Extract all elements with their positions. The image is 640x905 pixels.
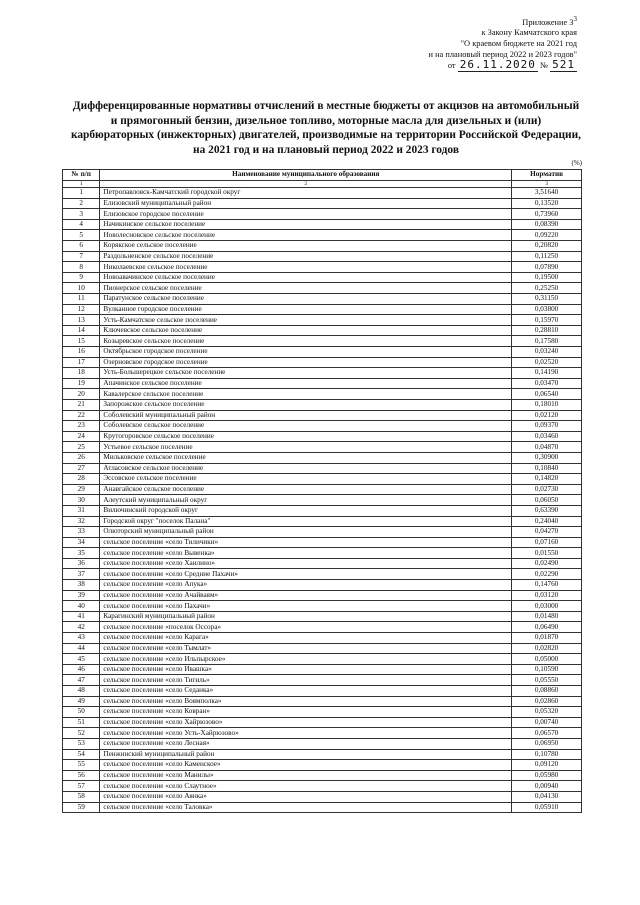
row-name: Городской округ "поселок Палана" (100, 516, 512, 527)
row-number: 16 (63, 347, 100, 358)
row-value: 0,07160 (512, 537, 582, 548)
table-row (63, 262, 582, 273)
table-row (63, 389, 582, 400)
row-number: 54 (63, 749, 100, 760)
row-number: 57 (63, 781, 100, 792)
row-name: сельское поселение «село Ильпырское» (100, 654, 512, 665)
row-value: 0,05000 (512, 654, 582, 665)
row-name: Кавалерское сельское поселение (100, 389, 512, 400)
table-row (63, 505, 582, 516)
row-value: 0,00940 (512, 781, 582, 792)
row-value: 0,03000 (512, 601, 582, 612)
row-value: 0,07890 (512, 262, 582, 273)
appendix-line-3: "О краевом бюджете на 2021 год (460, 38, 577, 48)
row-value: 0,06540 (512, 389, 582, 400)
appendix-superscript: 3 (573, 15, 577, 23)
row-name: Раздольненское сельское поселение (100, 251, 512, 262)
row-name: Начикинское сельское поселение (100, 219, 512, 230)
row-value: 0,17580 (512, 336, 582, 347)
title-line-3: карбюраторных (инжекторных) двигателей, производимые на территории Российской Федерации, (70, 129, 582, 142)
table-row (63, 495, 582, 506)
row-value: 0,02730 (512, 484, 582, 495)
table-row (63, 463, 582, 474)
row-number: 44 (63, 643, 100, 654)
row-value: 0,10590 (512, 664, 582, 675)
row-number: 24 (63, 431, 100, 442)
row-number: 40 (63, 601, 100, 612)
row-name: сельское поселение «село Манилы» (100, 770, 512, 781)
row-value: 0,04130 (512, 791, 582, 802)
norms-table (62, 169, 582, 813)
row-name: Крутогоровское сельское поселение (100, 431, 512, 442)
row-name: сельское поселение «поселок Оссора» (100, 622, 512, 633)
table-row (63, 527, 582, 538)
row-name: сельское поселение «село Средние Пахачи» (100, 569, 512, 580)
row-value: 0,05910 (512, 802, 582, 813)
table-row (63, 675, 582, 686)
table-row (63, 728, 582, 739)
row-name: Николаевское сельское поселение (100, 262, 512, 273)
row-name: сельское поселение «село Аянка» (100, 791, 512, 802)
header-value: Норматив (512, 170, 582, 181)
row-name: Вулканное городское поселение (100, 304, 512, 315)
row-name: сельское поселение «село Слаутное» (100, 781, 512, 792)
table-row (63, 474, 582, 485)
table-row (63, 611, 582, 622)
title-line-1: Дифференцированные нормативы отчислений в местные бюджеты от акцизов на автомобильный (72, 100, 580, 112)
row-name: Мильковское сельское поселение (100, 452, 512, 463)
row-value: 0,01550 (512, 548, 582, 559)
row-name: сельское поселение «село Пахачи» (100, 601, 512, 612)
row-name: Усть-Камчатское сельское поселение (100, 315, 512, 326)
table-row (63, 325, 582, 336)
handwritten-date: 26.11.2020 (459, 58, 536, 72)
row-number: 25 (63, 442, 100, 453)
row-value: 0,24040 (512, 516, 582, 527)
row-number: 10 (63, 283, 100, 294)
row-number: 35 (63, 548, 100, 559)
row-number: 59 (63, 802, 100, 813)
row-name: Пионерское сельское поселение (100, 283, 512, 294)
table-row (63, 717, 582, 728)
table-row (63, 251, 582, 262)
table-row (63, 357, 582, 368)
row-number: 45 (63, 654, 100, 665)
row-value: 0,28810 (512, 325, 582, 336)
row-name: сельское поселение «село Апука» (100, 580, 512, 591)
row-name: сельское поселение «село Тиличики» (100, 537, 512, 548)
table-row (63, 399, 582, 410)
row-value: 0,03470 (512, 378, 582, 389)
table-row (63, 347, 582, 358)
row-value: 0,00740 (512, 717, 582, 728)
row-name: Олюторский муниципальный район (100, 527, 512, 538)
row-value: 0,03240 (512, 347, 582, 358)
row-value: 0,05980 (512, 770, 582, 781)
row-value: 0,09220 (512, 230, 582, 241)
row-value: 0,03120 (512, 590, 582, 601)
row-value: 0,13520 (512, 198, 582, 209)
row-name: Запорожское сельское поселение (100, 399, 512, 410)
row-number: 46 (63, 664, 100, 675)
row-name: Корякское сельское поселение (100, 241, 512, 252)
table-row (63, 802, 582, 813)
row-number: 27 (63, 463, 100, 474)
row-value: 0,14760 (512, 580, 582, 591)
row-name: Усть-Большерецкое сельское поселение (100, 368, 512, 379)
table-row (63, 580, 582, 591)
table-row (63, 209, 582, 220)
row-number: 20 (63, 389, 100, 400)
row-value: 0,14190 (512, 368, 582, 379)
table-row (63, 304, 582, 315)
row-number: 50 (63, 707, 100, 718)
row-value: 0,06950 (512, 738, 582, 749)
row-name: Устьевое сельское поселение (100, 442, 512, 453)
table-row (63, 378, 582, 389)
row-name: сельское поселение «село Хайрюзово» (100, 717, 512, 728)
row-name: сельское поселение «село Каменское» (100, 760, 512, 771)
row-number: 22 (63, 410, 100, 421)
row-number: 5 (63, 230, 100, 241)
row-value: 0,02290 (512, 569, 582, 580)
row-value: 0,10780 (512, 749, 582, 760)
table-row (63, 294, 582, 305)
row-number: 6 (63, 241, 100, 252)
table-index-row (63, 180, 582, 188)
row-number: 34 (63, 537, 100, 548)
title-line-2: и прямогонный бензин, дизельное топливо, моторные масла для дизельных и (или) (110, 114, 542, 127)
row-number: 29 (63, 484, 100, 495)
row-number: 42 (63, 622, 100, 633)
row-value: 0,06050 (512, 495, 582, 506)
handwritten-number: 521 (552, 58, 575, 72)
row-value: 0,05550 (512, 675, 582, 686)
row-name: Петропавловск-Камчатский городской округ (100, 188, 512, 199)
appendix-line-4: и на плановый период 2022 и 2023 годов" (428, 49, 577, 59)
row-name: Паратунское сельское поселение (100, 294, 512, 305)
row-name: сельское поселение «село Ковран» (100, 707, 512, 718)
row-value: 0,03800 (512, 304, 582, 315)
row-name: сельское поселение «село Таловка» (100, 802, 512, 813)
table-row (63, 516, 582, 527)
row-name: Елизовский муниципальный район (100, 198, 512, 209)
row-number: 17 (63, 357, 100, 368)
table-row (63, 770, 582, 781)
row-value: 0,30900 (512, 452, 582, 463)
table-row (63, 738, 582, 749)
table-row (63, 188, 582, 199)
row-name: Соболевское сельское поселение (100, 421, 512, 432)
table-row (63, 654, 582, 665)
row-value: 0,09370 (512, 421, 582, 432)
row-value: 0,14820 (512, 474, 582, 485)
row-name: Карагинский муниципальный район (100, 611, 512, 622)
row-number: 37 (63, 569, 100, 580)
table-row (63, 410, 582, 421)
row-number: 53 (63, 738, 100, 749)
row-name: Вилючинский городской округ (100, 505, 512, 516)
table-row (63, 707, 582, 718)
row-number: 19 (63, 378, 100, 389)
row-value: 0,25250 (512, 283, 582, 294)
unit-label: (%) (571, 159, 582, 167)
row-number: 58 (63, 791, 100, 802)
row-name: Соболевский муниципальный район (100, 410, 512, 421)
row-number: 9 (63, 272, 100, 283)
table-row (63, 421, 582, 432)
table-row (63, 633, 582, 644)
row-name: Новоавачинское сельское поселение (100, 272, 512, 283)
row-value: 0,02820 (512, 643, 582, 654)
row-number: 13 (63, 315, 100, 326)
row-value: 0,15970 (512, 315, 582, 326)
row-name: сельское поселение «село Воямполка» (100, 696, 512, 707)
table-row (63, 760, 582, 771)
row-value: 0,04870 (512, 442, 582, 453)
appendix-line-1: Приложение $3^3$ (522, 15, 577, 27)
table-row (63, 537, 582, 548)
table-row (63, 696, 582, 707)
row-value: 0,08390 (512, 219, 582, 230)
row-number: 28 (63, 474, 100, 485)
table-row (63, 643, 582, 654)
row-number: 4 (63, 219, 100, 230)
row-name: сельское поселение «село Тымлат» (100, 643, 512, 654)
table-row (63, 241, 582, 252)
row-name: сельское поселение «село Вывенка» (100, 548, 512, 559)
table-header-row (63, 170, 582, 181)
row-name: Анавгайское сельское поселение (100, 484, 512, 495)
index-name: 2 (100, 180, 512, 188)
row-number: 2 (63, 198, 100, 209)
row-number: 47 (63, 675, 100, 686)
row-value: 0,19500 (512, 272, 582, 283)
row-number: 18 (63, 368, 100, 379)
row-name: сельское поселение «село Седанка» (100, 686, 512, 697)
table-row (63, 590, 582, 601)
row-number: 51 (63, 717, 100, 728)
row-value: 0,01480 (512, 611, 582, 622)
index-number: 1 (63, 180, 100, 188)
table-row (63, 452, 582, 463)
table-row (63, 442, 582, 453)
row-number: 12 (63, 304, 100, 315)
row-name: Ключевское сельское поселение (100, 325, 512, 336)
table-row (63, 272, 582, 283)
row-name: Пенжинский муниципальный район (100, 749, 512, 760)
row-number: 43 (63, 633, 100, 644)
table-row (63, 283, 582, 294)
table-row (63, 569, 582, 580)
row-value: 0,63390 (512, 505, 582, 516)
row-name: сельское поселение «село Тигиль» (100, 675, 512, 686)
row-name: Эссовское сельское поселение (100, 474, 512, 485)
row-value: 0,02860 (512, 696, 582, 707)
row-name: Новолесновское сельское поселение (100, 230, 512, 241)
row-name: Апачинское сельское поселение (100, 378, 512, 389)
row-number: 7 (63, 251, 100, 262)
row-name: Елизовское городское поселение (100, 209, 512, 220)
header-name: Наименование муниципального образования (100, 170, 512, 181)
appendix-line-2: к Закону Камчатского края (481, 28, 577, 38)
row-value: 0,10840 (512, 463, 582, 474)
table-row (63, 368, 582, 379)
table-row (63, 198, 582, 209)
row-value: 0,18010 (512, 399, 582, 410)
row-value: 0,02120 (512, 410, 582, 421)
row-number: 32 (63, 516, 100, 527)
row-name: сельское поселение «село Карага» (100, 633, 512, 644)
row-name: сельское поселение «село Ачайваям» (100, 590, 512, 601)
row-name: Октябрьское городское поселение (100, 347, 512, 358)
row-number: 11 (63, 294, 100, 305)
row-name: сельское поселение «село Хаилино» (100, 558, 512, 569)
table-row (63, 548, 582, 559)
number-prefix: № (540, 61, 549, 71)
row-name: сельское поселение «село Лесная» (100, 738, 512, 749)
row-value: 0,06490 (512, 622, 582, 633)
row-name: сельское поселение «село Ивашка» (100, 664, 512, 675)
row-value: 0,05320 (512, 707, 582, 718)
table-row (63, 431, 582, 442)
row-number: 55 (63, 760, 100, 771)
row-number: 31 (63, 505, 100, 516)
row-value: 0,73960 (512, 209, 582, 220)
row-number: 56 (63, 770, 100, 781)
row-number: 38 (63, 580, 100, 591)
row-number: 30 (63, 495, 100, 506)
row-value: 0,09120 (512, 760, 582, 771)
table-row (63, 336, 582, 347)
row-number: 52 (63, 728, 100, 739)
row-value: 0,06570 (512, 728, 582, 739)
table-body (63, 188, 582, 813)
date-prefix: от (447, 61, 456, 71)
row-number: 3 (63, 209, 100, 220)
table-row (63, 664, 582, 675)
row-name: Козыревское сельское поселение (100, 336, 512, 347)
row-number: 26 (63, 452, 100, 463)
row-value: 0,11250 (512, 251, 582, 262)
row-number: 8 (63, 262, 100, 273)
row-value: 0,02520 (512, 357, 582, 368)
row-value: 0,20820 (512, 241, 582, 252)
row-number: 49 (63, 696, 100, 707)
table-row (63, 315, 582, 326)
row-name: сельское поселение «село Усть-Хайрюзово» (100, 728, 512, 739)
row-number: 48 (63, 686, 100, 697)
row-value: 0,03460 (512, 431, 582, 442)
row-number: 23 (63, 421, 100, 432)
row-value: 0,02490 (512, 558, 582, 569)
table-row (63, 791, 582, 802)
row-value: 0,31150 (512, 294, 582, 305)
appendix-date-line (429, 60, 578, 72)
row-value: 0,04270 (512, 527, 582, 538)
row-value: 0,01870 (512, 633, 582, 644)
table-row (63, 219, 582, 230)
row-number: 21 (63, 399, 100, 410)
table-row (63, 749, 582, 760)
row-number: 15 (63, 336, 100, 347)
table-row (63, 484, 582, 495)
header-number: № п/п (63, 170, 100, 181)
row-number: 33 (63, 527, 100, 538)
table-row (63, 230, 582, 241)
table-row (63, 558, 582, 569)
row-number: 41 (63, 611, 100, 622)
row-value: 3,51640 (512, 188, 582, 199)
table-row (63, 686, 582, 697)
appendix-block (429, 14, 578, 72)
document-title (56, 99, 596, 157)
title-line-4: на 2021 год и на плановый период 2022 и 2023 годов (193, 143, 459, 156)
table-row (63, 601, 582, 612)
row-number: 14 (63, 325, 100, 336)
table-row (63, 622, 582, 633)
row-name: Озерновское городское поселение (100, 357, 512, 368)
index-value: 3 (512, 180, 582, 188)
row-number: 36 (63, 558, 100, 569)
table-row (63, 781, 582, 792)
row-number: 1 (63, 188, 100, 199)
row-name: Алеутский муниципальный округ (100, 495, 512, 506)
row-value: 0,08860 (512, 686, 582, 697)
row-number: 39 (63, 590, 100, 601)
row-name: Атласовское сельское поселение (100, 463, 512, 474)
